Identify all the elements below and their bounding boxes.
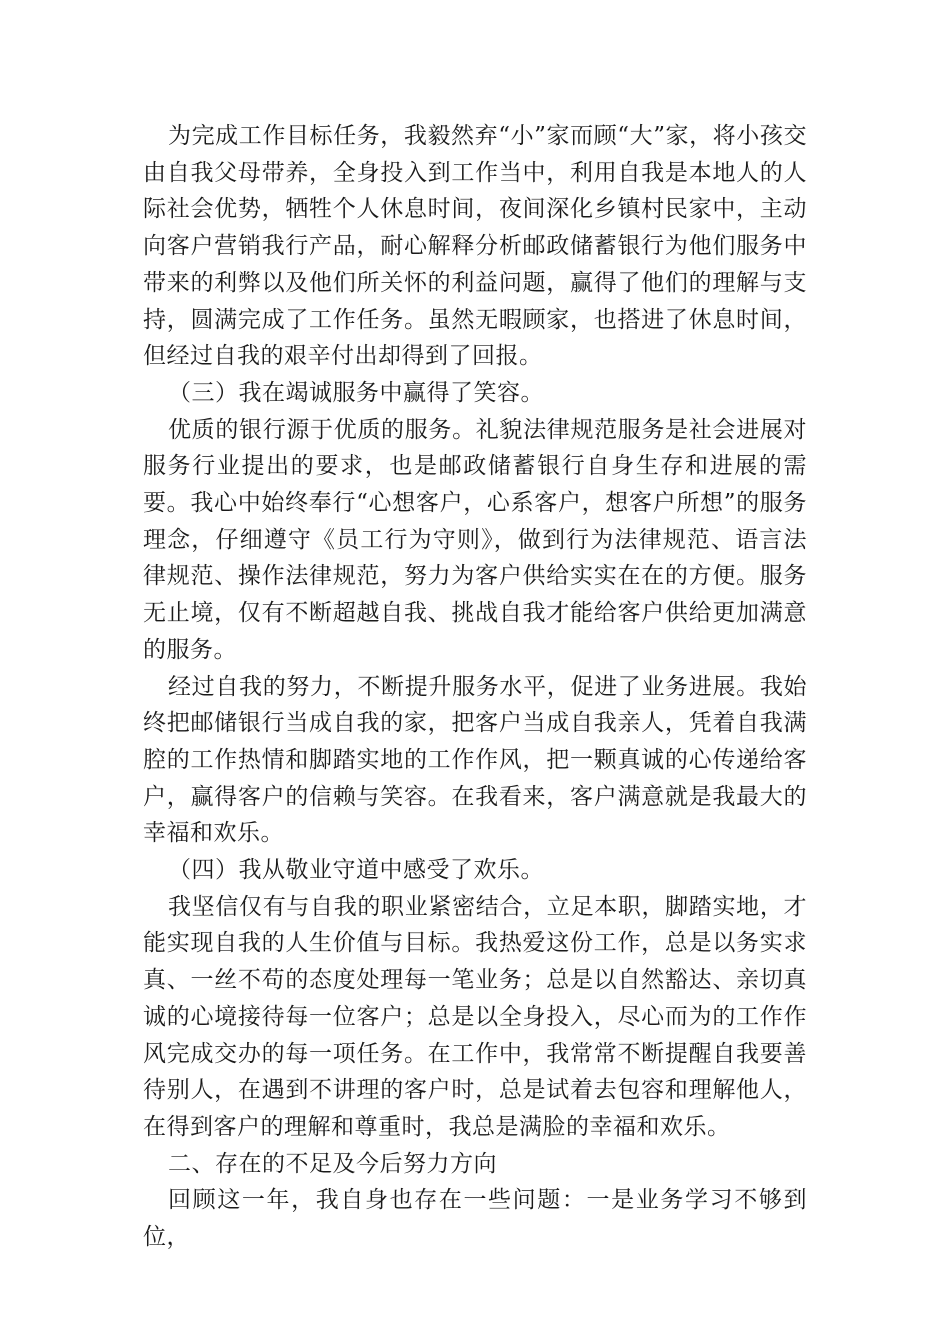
paragraph: 为完成工作目标任务，我毅然弃“小”家而顾“大”家，将小孩交由自我父母带养，全身投入到工作当中，利用自我是本地人的人际社会优势，牺牲个人休息时间，夜间深化乡镇村民家中，主动向客户营销我行产品，耐心解释分析邮政储蓄银行为他们服务中带来的利弊以及他们所关怀的利益问题，赢得了他们的理解与支持，圆满完成了工作任务。虽然无暇顾家，也搭进了休息时间，但经过自我的艰辛付出却得到了回报。 bbox=[143, 123, 807, 370]
paragraph: 我坚信仅有与自我的职业紧密结合，立足本职，脚踏实地，才能实现自我的人生价值与目标。我热爱这份工作，总是以务实求真、一丝不苟的态度处理每一笔业务；总是以自然豁达、亲切真诚的心境接待每一位客户；总是以全身投入，尽心而为的工作作风完成交办的每一项任务。在工作中，我常常不断提醒自我要善待别人，在遇到不讲理的客户时，总是试着去包容和理解他人，在得到客户的理解和尊重时，我总是满脸的幸福和欢乐。 bbox=[143, 893, 807, 1140]
document-body bbox=[143, 118, 807, 1256]
paragraph: 经过自我的努力，不断提升服务水平，促进了业务进展。我始终把邮储银行当成自我的家，把客户当成自我亲人，凭着自我满腔的工作热情和脚踏实地的工作作风，把一颗真诚的心传递给客户，赢得客户的信赖与笑容。在我看来，客户满意就是我最大的幸福和欢乐。 bbox=[143, 673, 807, 847]
section-heading: 二、存在的不足及今后努力方向 bbox=[168, 1150, 497, 1177]
paragraph: 回顾这一年，我自身也存在一些问题：一是业务学习不够到位， bbox=[143, 1187, 807, 1251]
section-heading: （三）我在竭诚服务中赢得了笑容。 bbox=[168, 379, 544, 406]
paragraph: 优质的银行源于优质的服务。礼貌法律规范服务是社会进展对服务行业提出的要求，也是邮政储蓄银行自身生存和进展的需要。我心中始终奉行“心想客户，心系客户，想客户所想”的服务理念，仔细遵守《员工行为守则》，做到行为法律规范、语言法律规范、操作法律规范，努力为客户供给实实在在的方便。服务无止境，仅有不断超越自我、挑战自我才能给客户供给更加满意的服务。 bbox=[143, 416, 807, 663]
section-heading: （四）我从敬业守道中感受了欢乐。 bbox=[168, 857, 544, 884]
